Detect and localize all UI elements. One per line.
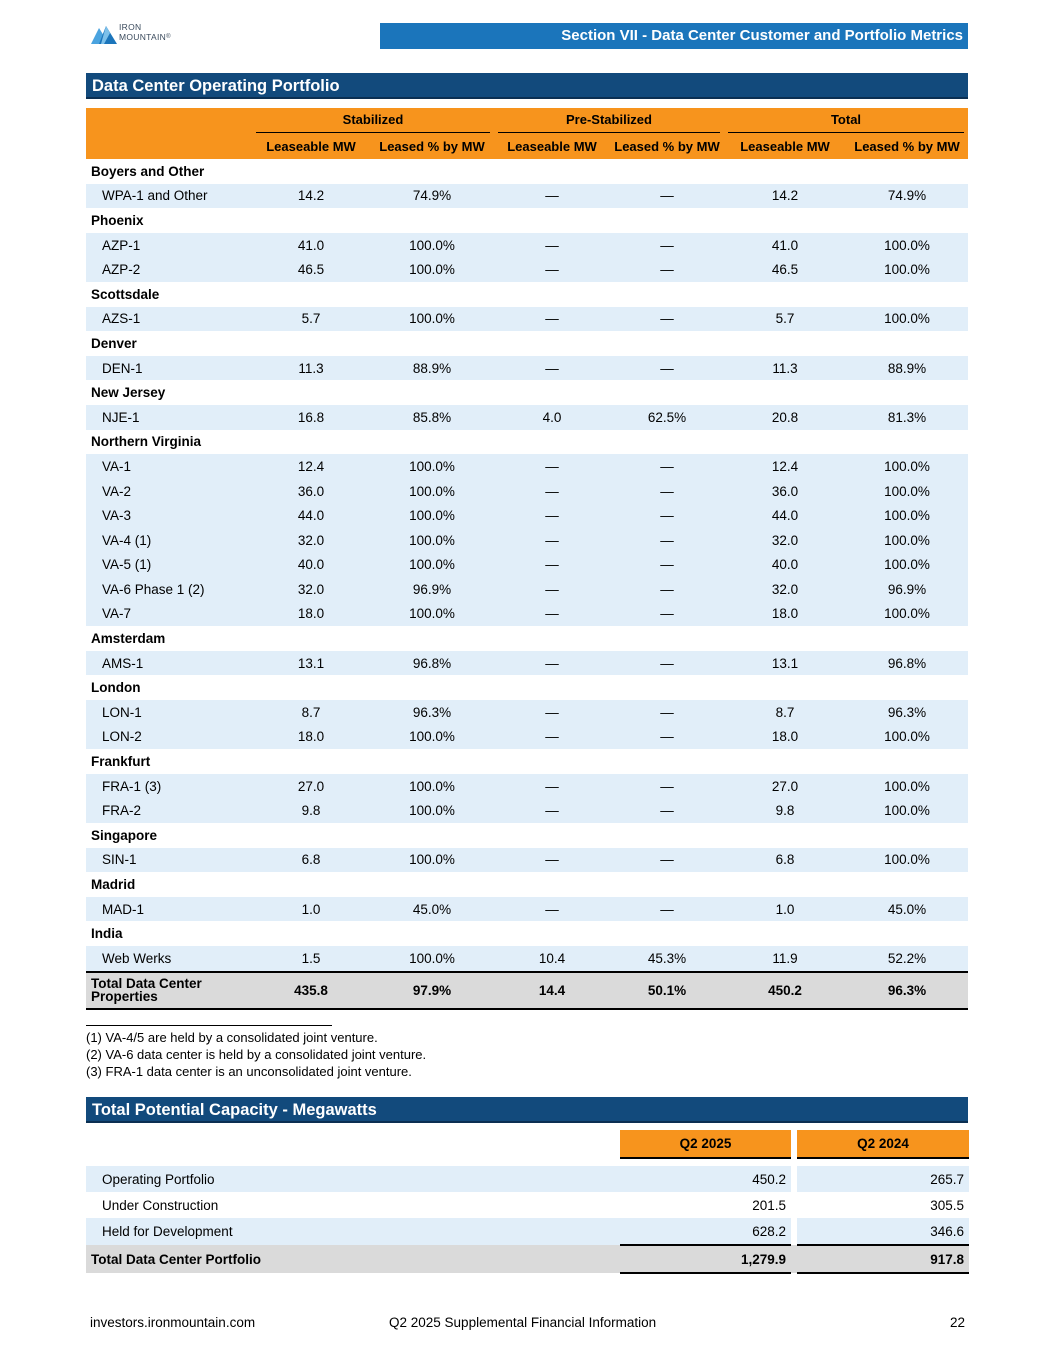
table-cell: —	[494, 602, 610, 627]
table-cell: 100.0%	[370, 454, 494, 479]
site-label: VA-7	[86, 602, 252, 627]
footnote-1: (1) VA-4/5 are held by a consolidated joint venture.	[86, 1030, 378, 1045]
table-cell: 14.2	[724, 184, 846, 209]
company-logo: IRON MOUNTAIN®	[91, 22, 201, 46]
table-cell: 100.0%	[846, 528, 968, 553]
table-row	[86, 651, 968, 676]
capacity-row	[86, 1218, 969, 1245]
table-cell: 11.3	[252, 356, 370, 381]
site-label: MAD-1	[86, 897, 252, 922]
table-cell: 96.3%	[370, 700, 494, 725]
table-cell: 100.0%	[370, 528, 494, 553]
table-cell: —	[610, 602, 724, 627]
table-cell: —	[610, 307, 724, 332]
site-label: VA-2	[86, 479, 252, 504]
table-cell: 44.0	[724, 503, 846, 528]
table-cell: 6.8	[252, 848, 370, 873]
site-label: AMS-1	[86, 651, 252, 676]
table-cell: —	[610, 479, 724, 504]
site-label: LON-1	[86, 700, 252, 725]
site-label: NJE-1	[86, 405, 252, 430]
table-cell: —	[610, 700, 724, 725]
site-label: DEN-1	[86, 356, 252, 381]
capacity-total-row-value: 1,279.9	[620, 1245, 791, 1273]
table-cell: 100.0%	[370, 946, 494, 972]
city-row	[86, 823, 968, 848]
city-row	[86, 626, 968, 651]
table-cell: 27.0	[252, 774, 370, 799]
table-cell: 11.3	[724, 356, 846, 381]
table-cell: 32.0	[252, 528, 370, 553]
table-cell: —	[610, 503, 724, 528]
table-cell: 100.0%	[846, 454, 968, 479]
table-row	[86, 356, 968, 381]
footnote-2: (2) VA-6 data center is held by a consolidated joint venture.	[86, 1047, 427, 1062]
column-header-row	[86, 133, 968, 159]
table-row	[86, 479, 968, 504]
column-header: Leased % by MW	[846, 133, 968, 159]
capacity-row-value: 450.2	[620, 1166, 791, 1192]
table-cell: —	[494, 553, 610, 578]
column-header-q2-2024: Q2 2024	[797, 1130, 969, 1158]
city-label: New Jersey	[91, 385, 166, 401]
table-cell: 81.3%	[846, 405, 968, 430]
site-label: WPA-1 and Other	[86, 184, 252, 209]
table-row	[86, 798, 968, 823]
site-label: LON-2	[86, 725, 252, 750]
table-cell: —	[494, 774, 610, 799]
city-row	[86, 872, 968, 897]
table-cell: 5.7	[252, 307, 370, 332]
site-label: FRA-1 (3)	[86, 774, 252, 799]
table-cell: 45.0%	[370, 897, 494, 922]
capacity-row-value: 305.5	[930, 1197, 964, 1213]
table-cell: 100.0%	[370, 774, 494, 799]
table-cell: 46.5	[724, 257, 846, 282]
table-cell: —	[610, 356, 724, 381]
table-cell: 13.1	[724, 651, 846, 676]
table-cell: 14.2	[252, 184, 370, 209]
table-cell: —	[610, 184, 724, 209]
table-row	[86, 774, 968, 799]
footnote-divider	[86, 1025, 332, 1026]
table-row	[86, 307, 968, 332]
city-label: Frankfurt	[91, 754, 151, 770]
table-cell: 100.0%	[846, 602, 968, 627]
site-label: FRA-2	[86, 798, 252, 823]
operating-portfolio-title: Data Center Operating Portfolio	[86, 73, 968, 99]
operating-portfolio-table	[86, 108, 968, 1010]
footnotes	[86, 1029, 426, 1080]
table-cell: 16.8	[252, 405, 370, 430]
column-header: Leased % by MW	[610, 133, 724, 159]
table-cell: 9.8	[252, 798, 370, 823]
city-label: Scottsdale	[91, 286, 160, 302]
table-cell: 85.8%	[370, 405, 494, 430]
table-cell: 100.0%	[370, 725, 494, 750]
capacity-row-value: 201.5	[752, 1197, 786, 1213]
table-cell: —	[610, 553, 724, 578]
site-label: AZS-1	[86, 307, 252, 332]
site-label: VA-6 Phase 1 (2)	[86, 577, 252, 602]
table-cell: 100.0%	[370, 233, 494, 258]
site-label: SIN-1	[86, 848, 252, 873]
city-label: Phoenix	[91, 212, 144, 228]
group-header-stabilized: Stabilized	[256, 108, 490, 133]
capacity-total-row-value: 917.8	[797, 1245, 969, 1273]
table-cell: 36.0	[724, 479, 846, 504]
table-row	[86, 946, 968, 972]
capacity-table	[86, 1130, 969, 1274]
table-cell: 100.0%	[370, 479, 494, 504]
table-cell: —	[494, 528, 610, 553]
table-cell: —	[494, 848, 610, 873]
table-cell: 40.0	[724, 553, 846, 578]
table-cell: —	[494, 356, 610, 381]
city-row	[86, 749, 968, 774]
table-row	[86, 405, 968, 430]
table-cell: 46.5	[252, 257, 370, 282]
capacity-header-row	[86, 1130, 969, 1158]
city-row	[86, 675, 968, 700]
total-cell: 450.2	[724, 972, 846, 1009]
table-cell: —	[494, 651, 610, 676]
capacity-title: Total Potential Capacity - Megawatts	[86, 1097, 968, 1123]
table-cell: 52.2%	[846, 946, 968, 972]
city-row	[86, 380, 968, 405]
table-cell: 100.0%	[846, 774, 968, 799]
site-label: VA-4 (1)	[86, 528, 252, 553]
table-row	[86, 184, 968, 209]
table-cell: —	[494, 307, 610, 332]
total-row	[86, 972, 968, 1009]
table-cell: 4.0	[494, 405, 610, 430]
table-cell: 32.0	[724, 528, 846, 553]
table-row	[86, 848, 968, 873]
table-cell: 100.0%	[846, 307, 968, 332]
table-cell: 100.0%	[846, 257, 968, 282]
table-row	[86, 577, 968, 602]
site-label: VA-3	[86, 503, 252, 528]
table-row	[86, 454, 968, 479]
table-cell: 100.0%	[846, 503, 968, 528]
logo-text-line2: MOUNTAIN	[119, 32, 167, 42]
table-cell: —	[610, 725, 724, 750]
table-cell: —	[494, 700, 610, 725]
table-cell: 32.0	[724, 577, 846, 602]
city-label: Singapore	[91, 827, 158, 843]
group-header-row	[86, 108, 968, 133]
table-cell: —	[610, 577, 724, 602]
group-header-pre-stabilized: Pre-Stabilized	[498, 108, 720, 133]
site-label: VA-1	[86, 454, 252, 479]
city-label: London	[91, 680, 141, 696]
total-cell: 97.9%	[370, 972, 494, 1009]
city-label: Denver	[91, 335, 137, 351]
site-label: AZP-2	[86, 257, 252, 282]
table-row	[86, 257, 968, 282]
table-cell: —	[610, 528, 724, 553]
table-cell: 96.8%	[370, 651, 494, 676]
capacity-row	[86, 1166, 969, 1192]
table-cell: 18.0	[252, 602, 370, 627]
total-cell: 435.8	[252, 972, 370, 1009]
table-cell: 1.0	[724, 897, 846, 922]
table-cell: 100.0%	[846, 553, 968, 578]
table-cell: 100.0%	[846, 798, 968, 823]
total-cell: 96.3%	[846, 972, 968, 1009]
table-cell: 32.0	[252, 577, 370, 602]
table-cell: 12.4	[252, 454, 370, 479]
table-cell: —	[610, 454, 724, 479]
total-label: Total Data Center Properties	[86, 972, 252, 1009]
table-cell: 88.9%	[370, 356, 494, 381]
table-cell: —	[494, 503, 610, 528]
footer-website: investors.ironmountain.com	[90, 1315, 256, 1330]
capacity-total-row	[86, 1245, 969, 1273]
table-cell: —	[494, 725, 610, 750]
table-row	[86, 553, 968, 578]
table-cell: 100.0%	[370, 798, 494, 823]
table-cell: 1.0	[252, 897, 370, 922]
capacity-total-row-label: Total Data Center Portfolio	[86, 1245, 620, 1273]
footer-report-title: Q2 2025 Supplemental Financial Information	[389, 1315, 657, 1330]
capacity-row-label: Under Construction	[102, 1197, 219, 1213]
column-header: Leaseable MW	[494, 133, 610, 159]
footer-page-number: 22	[949, 1315, 965, 1330]
site-label: VA-5 (1)	[86, 553, 252, 578]
table-cell: 18.0	[252, 725, 370, 750]
table-cell: —	[610, 848, 724, 873]
table-cell: —	[610, 257, 724, 282]
table-cell: —	[610, 651, 724, 676]
table-row	[86, 503, 968, 528]
table-cell: 45.0%	[846, 897, 968, 922]
table-cell: 88.9%	[846, 356, 968, 381]
table-cell: 12.4	[724, 454, 846, 479]
capacity-row-value: 265.7	[797, 1166, 969, 1192]
city-row	[86, 159, 968, 184]
total-cell: 50.1%	[610, 972, 724, 1009]
table-cell: —	[610, 774, 724, 799]
section-title: Section VII - Data Center Customer and Portfolio Metrics	[380, 23, 968, 49]
table-cell: 1.5	[252, 946, 370, 972]
table-cell: 100.0%	[370, 602, 494, 627]
table-cell: 62.5%	[610, 405, 724, 430]
city-row	[86, 208, 968, 233]
column-header: Leased % by MW	[370, 133, 494, 159]
table-cell: 13.1	[252, 651, 370, 676]
table-cell: 20.8	[724, 405, 846, 430]
capacity-row	[86, 1192, 969, 1218]
city-label: Madrid	[91, 877, 136, 893]
city-label: Amsterdam	[91, 631, 166, 647]
capacity-row-label: Operating Portfolio	[86, 1166, 620, 1192]
city-label: Northern Virginia	[91, 434, 202, 450]
table-cell: —	[610, 233, 724, 258]
table-cell: —	[494, 479, 610, 504]
city-label: Boyers and Other	[91, 163, 205, 179]
city-row	[86, 430, 968, 455]
table-cell: 41.0	[724, 233, 846, 258]
table-cell: 27.0	[724, 774, 846, 799]
table-cell: 8.7	[252, 700, 370, 725]
site-label: Web Werks	[86, 946, 252, 972]
city-row	[86, 921, 968, 946]
city-row	[86, 331, 968, 356]
column-header: Leaseable MW	[724, 133, 846, 159]
table-cell: 100.0%	[846, 725, 968, 750]
table-cell: 100.0%	[370, 553, 494, 578]
table-cell: —	[610, 798, 724, 823]
table-row	[86, 725, 968, 750]
logo-text-line1: IRON	[119, 22, 142, 32]
table-cell: —	[494, 184, 610, 209]
city-row	[86, 282, 968, 307]
table-cell: 100.0%	[370, 257, 494, 282]
table-cell: 96.3%	[846, 700, 968, 725]
table-cell: 18.0	[724, 602, 846, 627]
table-cell: 41.0	[252, 233, 370, 258]
table-cell: 6.8	[724, 848, 846, 873]
mountain-logo-icon	[91, 24, 117, 46]
capacity-row-label: Held for Development	[86, 1218, 620, 1245]
table-cell: 96.8%	[846, 651, 968, 676]
table-cell: —	[494, 897, 610, 922]
table-cell: —	[494, 454, 610, 479]
table-cell: —	[494, 257, 610, 282]
table-cell: —	[494, 233, 610, 258]
table-cell: 18.0	[724, 725, 846, 750]
table-cell: 8.7	[724, 700, 846, 725]
table-cell: 11.9	[724, 946, 846, 972]
capacity-row-value: 346.6	[797, 1218, 969, 1245]
table-cell: 96.9%	[846, 577, 968, 602]
table-cell: 100.0%	[370, 503, 494, 528]
table-cell: 36.0	[252, 479, 370, 504]
table-cell: 10.4	[494, 946, 610, 972]
table-row	[86, 602, 968, 627]
capacity-row-value: 628.2	[620, 1218, 791, 1245]
table-row	[86, 528, 968, 553]
footnote-3: (3) FRA-1 data center is an unconsolidated joint venture.	[86, 1064, 412, 1079]
group-header-total: Total	[728, 108, 964, 133]
table-cell: 9.8	[724, 798, 846, 823]
table-row	[86, 233, 968, 258]
table-cell: 100.0%	[846, 479, 968, 504]
table-cell: 5.7	[724, 307, 846, 332]
table-cell: 100.0%	[846, 848, 968, 873]
column-header: Leaseable MW	[252, 133, 370, 159]
table-cell: 100.0%	[370, 848, 494, 873]
table-cell: 96.9%	[370, 577, 494, 602]
column-header-q2-2025: Q2 2025	[620, 1130, 791, 1158]
total-cell: 14.4	[494, 972, 610, 1009]
table-cell: 45.3%	[610, 946, 724, 972]
table-cell: 100.0%	[846, 233, 968, 258]
table-cell: 74.9%	[370, 184, 494, 209]
table-cell: —	[610, 897, 724, 922]
table-cell: 74.9%	[846, 184, 968, 209]
table-cell: —	[494, 577, 610, 602]
table-cell: 40.0	[252, 553, 370, 578]
site-label: AZP-1	[86, 233, 252, 258]
table-cell: 44.0	[252, 503, 370, 528]
table-cell: 100.0%	[370, 307, 494, 332]
table-row	[86, 897, 968, 922]
city-label: India	[91, 926, 123, 942]
table-cell: —	[494, 798, 610, 823]
table-row	[86, 700, 968, 725]
